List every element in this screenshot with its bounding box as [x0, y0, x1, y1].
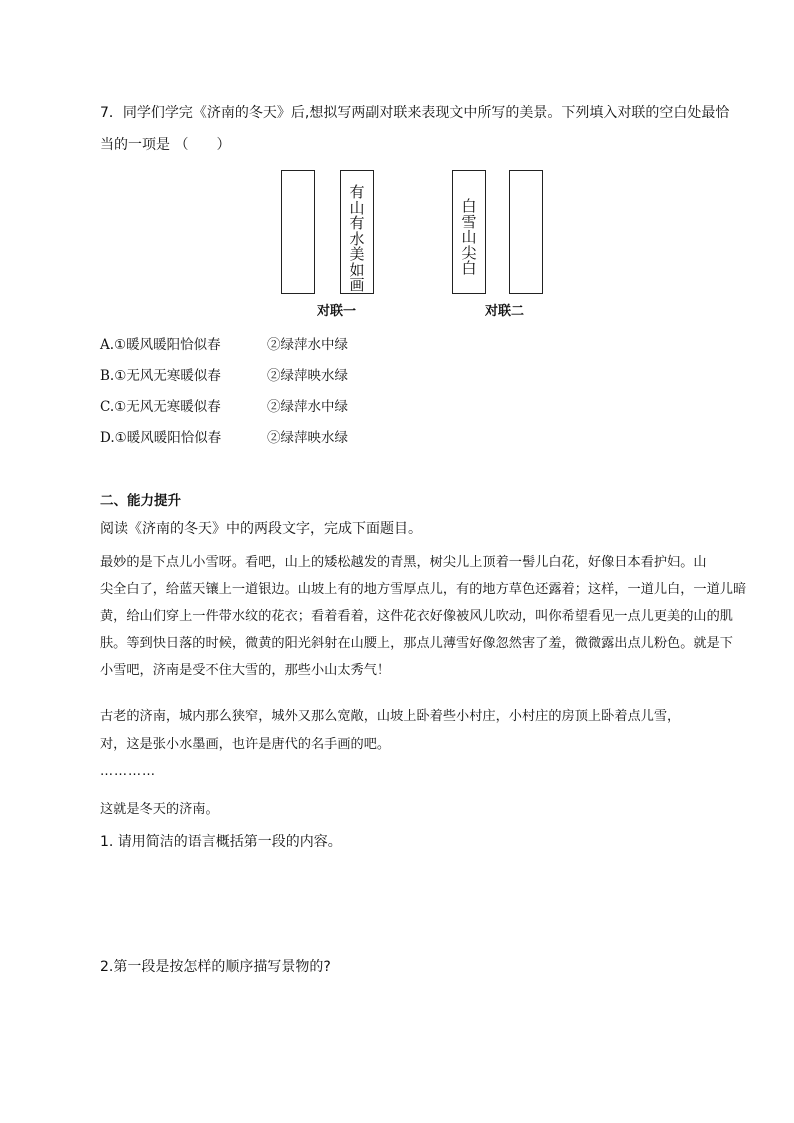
couplet-char: 白 [461, 259, 477, 277]
option-c[interactable] [100, 395, 348, 415]
couplet-char: 山 [349, 198, 365, 217]
option-a-part1: A.①暖风暖阳恰似春 [100, 337, 221, 353]
couplet-char: 如 [349, 260, 365, 279]
option-c-part1: C.①无风无寒暖似春 [100, 399, 221, 415]
couplet-char: 有 [349, 214, 365, 232]
passage-line: 对，这是张小水墨画，也许是唐代的名手画的吧。 [100, 737, 391, 752]
couplet-char: 美 [349, 245, 365, 263]
passage-line: 古老的济南，城内那么狭窄，城外又那么宽敞，山坡上卧着些小村庄，小村庄的房顶上卧着点儿雪， [100, 709, 681, 724]
option-a[interactable] [100, 333, 348, 353]
passage-line: 小雪吧，济南是受不住大雪的，那些小山太秀气！ [100, 663, 391, 678]
couplet-1-text-box [340, 170, 374, 294]
sub-question-1: 1. 请用简洁的语言概括第一段的内容。 [100, 834, 342, 850]
couplet-char: 山 [461, 228, 477, 246]
couplet-char: 雪 [461, 212, 477, 231]
couplet-2-vertical-text [453, 199, 485, 277]
couplet-1-vertical-text [341, 185, 373, 294]
couplet-2-blank-box [509, 170, 543, 294]
question-7-line-1: 7．同学们学完《济南的冬天》后,想拟写两副对联来表现文中所写的美景。下列填入对联的空白处最恰 [100, 105, 730, 121]
couplet-2-text-box [452, 170, 486, 294]
option-b-part1: B.①无风无寒暖似春 [100, 368, 221, 384]
passage-line: 最妙的是下点儿小雪呀。看吧，山上的矮松越发的青黑，树尖儿上顶着一髻儿白花，好像日本看护妇。山 [100, 555, 707, 570]
passage-ellipsis: ………… [100, 764, 156, 779]
section-instruction: 阅读《济南的冬天》中的两段文字，完成下面题目。 [100, 521, 422, 537]
section-title: 二、能力提升 [100, 493, 181, 509]
couplet-char: 画 [349, 276, 365, 294]
option-c-part2: ②绿萍水中绿 [267, 399, 348, 415]
couplet-char: 尖 [461, 243, 477, 262]
passage-ending: 这就是冬天的济南。 [100, 802, 219, 817]
option-a-part2: ②绿萍水中绿 [267, 337, 348, 353]
passage-line: 尖全白了，给蓝天镶上一道银边。山坡上有的地方雪厚点儿，有的地方草色还露着；这样，一道儿白，一道儿暗 [100, 582, 747, 597]
couplet-char: 水 [349, 229, 365, 248]
option-b[interactable] [100, 364, 348, 384]
couplet-1-blank-box [281, 170, 315, 294]
couplet-char: 有 [349, 183, 365, 201]
couplet-2-label: 对联二 [485, 304, 525, 319]
passage-line: 肤。等到快日落的时候，微黄的阳光斜射在山腰上，那点儿薄雪好像忽然害了羞，微微露出点儿粉色。就是下 [100, 636, 733, 651]
option-d-part2: ②绿萍映水绿 [267, 430, 348, 446]
couplet-1-label: 对联一 [317, 304, 357, 319]
passage-line: 黄，给山们穿上一件带水纹的花衣；看着看着，这件花衣好像被风儿吹动，叫你希望看见一点儿更美的山的肌 [100, 609, 733, 624]
question-7-line-2: 当的一项是 （ ） [100, 137, 231, 153]
option-d-part1: D.①暖风暖阳恰似春 [100, 430, 222, 446]
option-d[interactable] [100, 426, 348, 446]
sub-question-2: 2.第一段是按怎样的顺序描写景物的? [100, 959, 331, 975]
option-b-part2: ②绿萍映水绿 [267, 368, 348, 384]
couplet-char: 白 [461, 197, 477, 215]
